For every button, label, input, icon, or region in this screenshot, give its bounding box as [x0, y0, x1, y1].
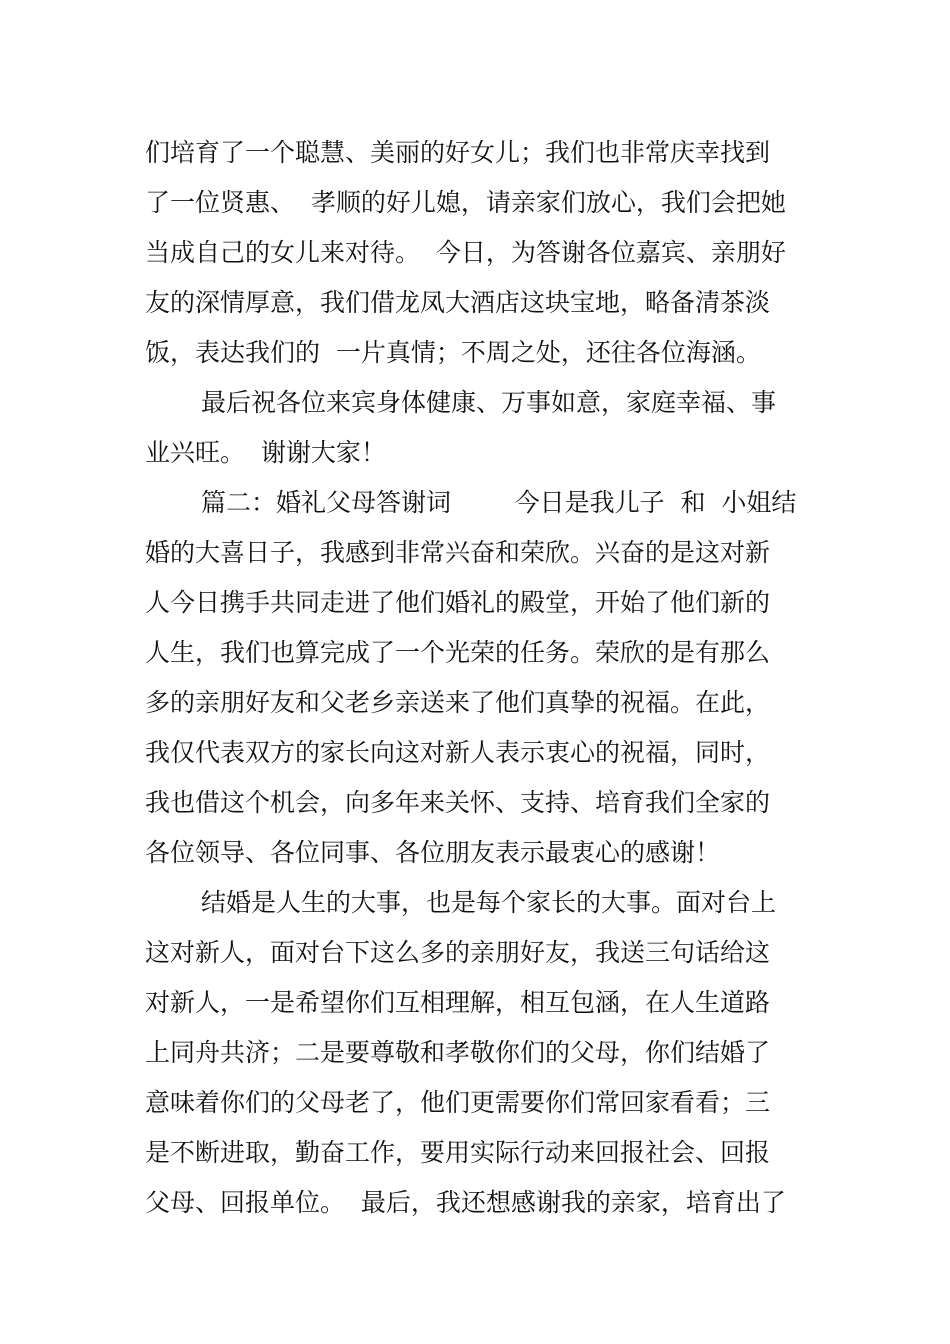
text-line: 婚的大喜日子，我感到非常兴奋和荣欣。兴奋的是这对新 [145, 538, 771, 567]
section-heading-line: 篇二：婚礼父母答谢词 今日是我儿子 和 小姐结 [201, 488, 797, 517]
text-line: 父母、回报单位。 最后，我还想感谢我的亲家，培育出了 [145, 1188, 786, 1217]
text-line: 意味着你们的父母老了，他们更需要你们常回家看看；三 [145, 1088, 771, 1117]
text-line: 饭，表达我们的 一片真情；不周之处，还往各位海涵。 [145, 338, 761, 367]
text-line: 这对新人，面对台下这么多的亲朋好友，我送三句话给这 [145, 938, 771, 967]
text-line: 我也借这个机会，向多年来关怀、支持、培育我们全家的 [145, 788, 771, 817]
text-line: 当成自己的女儿来对待。 今日，为答谢各位嘉宾、亲朋好 [145, 238, 786, 267]
text-line: 结婚是人生的大事，也是每个家长的大事。面对台上 [201, 888, 777, 917]
text-line: 多的亲朋好友和父老乡亲送来了他们真挚的祝福。在此， [145, 688, 771, 717]
text-line: 是不断进取，勤奋工作，要用实际行动来回报社会、回报 [145, 1138, 771, 1167]
text-line: 最后祝各位来宾身体健康、万事如意，家庭幸福、事 [201, 388, 777, 417]
text-line: 对新人，一是希望你们互相理解，相互包涵，在人生道路 [145, 988, 771, 1017]
text-line: 们培育了一个聪慧、美丽的好女儿；我们也非常庆幸找到 [145, 138, 771, 167]
text-line: 业兴旺。 谢谢大家！ [145, 438, 386, 467]
body-text [145, 128, 815, 1228]
text-line: 我仅代表双方的家长向这对新人表示衷心的祝福，同时， [145, 738, 771, 767]
text-line: 上同舟共济；二是要尊敬和孝敬你们的父母，你们结婚了 [145, 1038, 771, 1067]
text-line: 人今日携手共同走进了他们婚礼的殿堂，开始了他们新的 [145, 588, 771, 617]
text-line: 友的深情厚意，我们借龙凤大酒店这块宝地，略备清茶淡 [145, 288, 771, 317]
text-line: 人生，我们也算完成了一个光荣的任务。荣欣的是有那么 [145, 638, 771, 667]
text-line: 各位领导、各位同事、各位朋友表示最衷心的感谢！ [145, 838, 721, 867]
text-line: 了一位贤惠、 孝顺的好儿媳，请亲家们放心，我们会把她 [145, 188, 786, 217]
